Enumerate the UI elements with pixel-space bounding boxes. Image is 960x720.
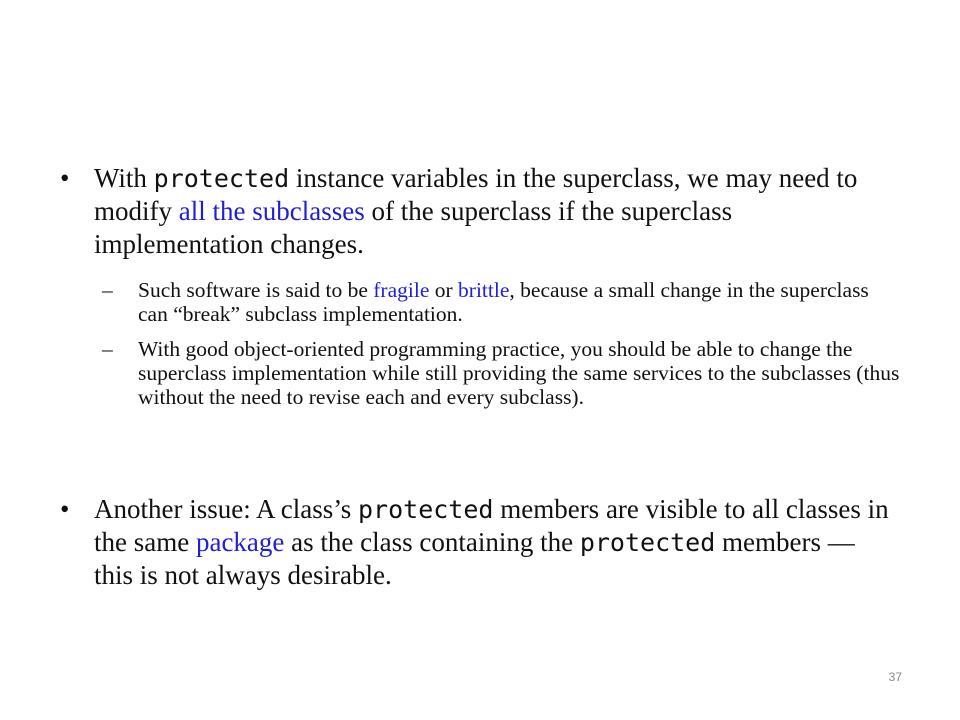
text-span: of the superclass if the superclass implementation changes. bbox=[94, 196, 733, 259]
bullet-1-text bbox=[60, 162, 900, 261]
code-protected: protected bbox=[579, 528, 716, 557]
dash-marker: – bbox=[102, 337, 113, 361]
text-span: or bbox=[429, 278, 459, 302]
text-span: With bbox=[94, 163, 154, 193]
text-span: members are visible to all classes in the same bbox=[94, 494, 889, 557]
bullet-2 bbox=[60, 493, 900, 592]
highlight-all-subclasses: all the subclasses bbox=[178, 196, 365, 226]
text-span: With good object-oriented programming practice, you should be able to change the superclass implementation while still providing the same services to the subclasses (thus without the need to revise each and every subclass). bbox=[138, 337, 900, 409]
bullet-1 bbox=[60, 162, 900, 409]
bullet-2-text bbox=[60, 493, 900, 592]
sub-bullet-2 bbox=[60, 337, 900, 409]
text-span: instance variables in the superclass, we may need to modify bbox=[94, 163, 858, 226]
highlight-package: package bbox=[195, 527, 285, 557]
bullet-marker: • bbox=[60, 494, 70, 524]
text-span: Another issue: A class’s bbox=[94, 494, 358, 524]
code-protected: protected bbox=[358, 495, 494, 524]
text-span: as the class containing the bbox=[284, 527, 580, 557]
highlight-brittle: brittle bbox=[458, 278, 510, 302]
dash-marker: – bbox=[102, 278, 113, 302]
text-span: Such software is said to be bbox=[138, 278, 374, 302]
page-number: 37 bbox=[888, 670, 902, 684]
code-protected: protected bbox=[153, 164, 290, 193]
highlight-fragile: fragile bbox=[373, 278, 430, 302]
sub-bullet-1 bbox=[60, 278, 900, 326]
text-span: , because a small change in the superclass can “break” subclass implementation. bbox=[138, 278, 869, 326]
text-span: members — this is not always desirable. bbox=[94, 527, 855, 590]
bullet-marker: • bbox=[60, 163, 70, 193]
